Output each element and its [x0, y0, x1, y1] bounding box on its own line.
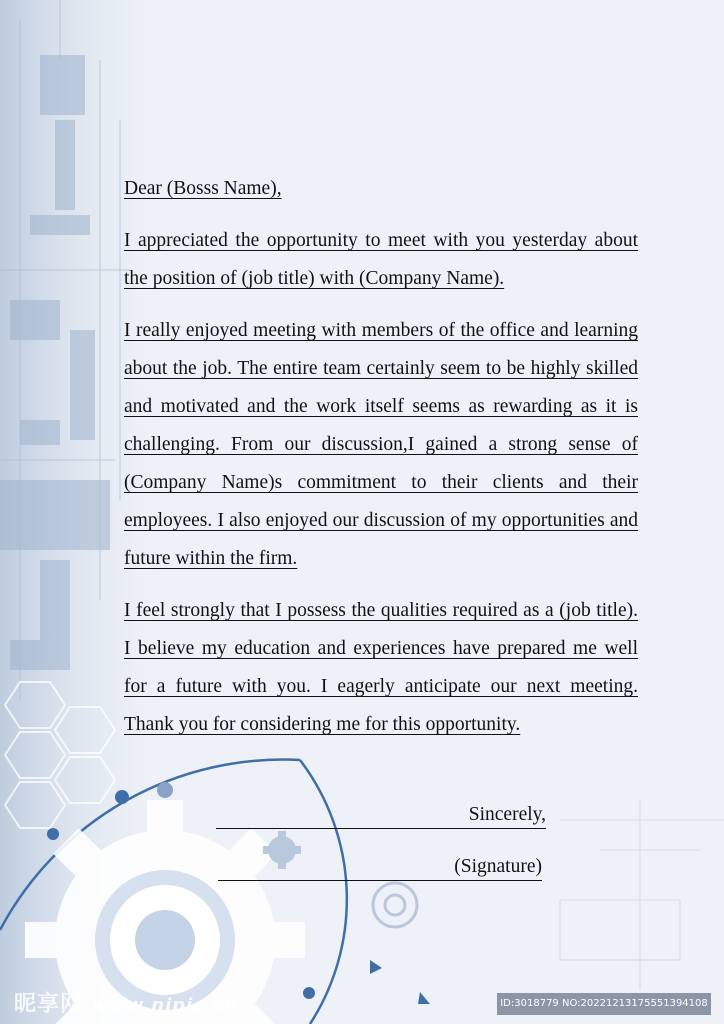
- signature-placeholder: (Signature): [454, 856, 542, 877]
- closing-text: Sincerely,: [468, 804, 546, 825]
- image-id-strip: ID:3018779 NO:20221213175551394108: [497, 993, 711, 1015]
- closing-line: [216, 798, 546, 829]
- site-name-cn: 昵享网: [14, 992, 84, 1017]
- letter-paragraph-3: I feel strongly that I possess the qualities required as a (job title). I believe my education and experiences have prepared me well for a future with you. I eagerly anticipate our next meeting. Thank you for considering me for this opportunity.: [124, 600, 638, 735]
- letter-body: [124, 170, 638, 758]
- site-url: www.nipic.cn: [91, 995, 239, 1016]
- letter-greeting: Dear (Bosss Name),: [124, 178, 282, 199]
- letter-paragraph-2: I really enjoyed meeting with members of the office and learning about the job. The entire team certainly seem to be highly skilled and motivated and the work itself seems as rewarding as it is challenging. From our discussion,I gained a strong sense of (Company Name)s commitment to their clients and their employees. I also enjoyed our discussion of my opportunities and future within the firm.: [124, 320, 638, 569]
- site-watermark: [14, 987, 238, 1018]
- signature-line: [218, 850, 542, 881]
- letter-paragraph-1: I appreciated the opportunity to meet with you yesterday about the position of (job title) with (Company Name).: [124, 230, 638, 289]
